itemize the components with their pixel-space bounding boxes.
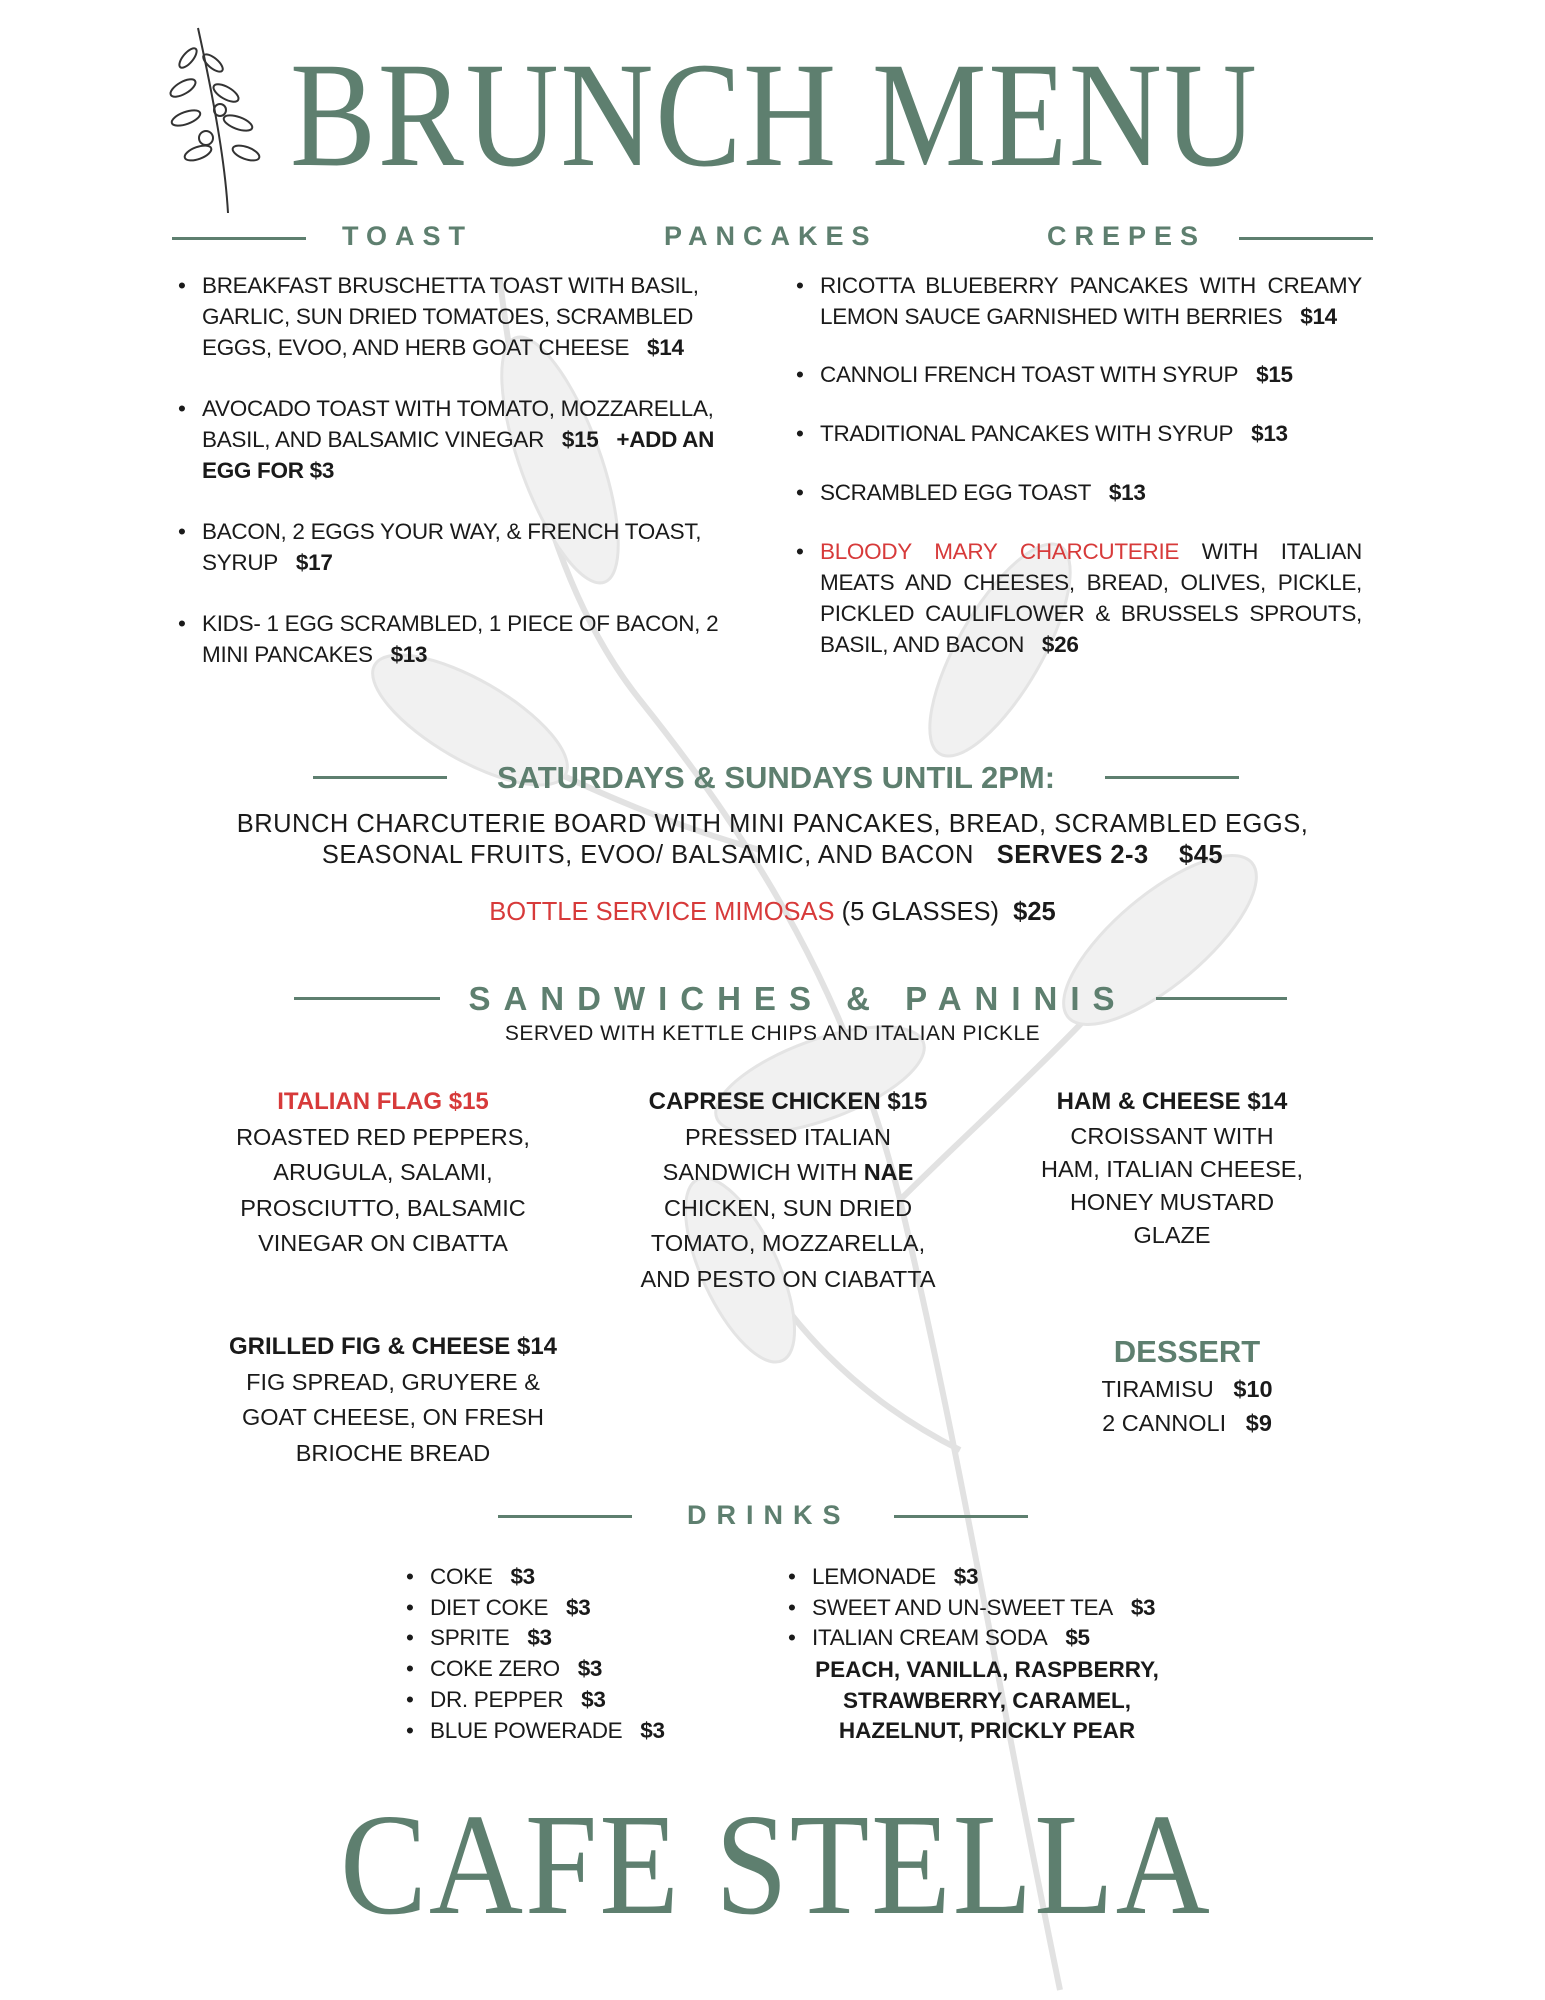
- sandwich-line: BRIOCHE BREAD: [295, 1439, 491, 1466]
- sandwich-line: HONEY MUSTARD: [1069, 1189, 1275, 1215]
- divider: [172, 237, 306, 240]
- sandwich-line: GOAT CHEESE, ON FRESH: [241, 1404, 545, 1430]
- sandwich-line: ROASTED RED PEPPERS,: [236, 1123, 530, 1150]
- drinks-heading: DRINKS: [687, 1500, 851, 1530]
- drink-item: • COKE ZERO $3: [402, 1654, 762, 1685]
- sandwich-line: CHICKEN, SUN DRIED: [663, 1194, 913, 1221]
- list-item: • BACON, 2 EGGS YOUR WAY, & FRENCH TOAST, SYRUP $17: [174, 516, 740, 578]
- dessert-item: 2 CANNOLI $9: [1102, 1410, 1272, 1436]
- sandwich-grilled-fig: [203, 1329, 583, 1471]
- section-crepes: CREPES: [1047, 221, 1207, 251]
- drink-item: • DR. PEPPER $3: [402, 1685, 762, 1716]
- dessert-heading: DESSERT: [1113, 1334, 1261, 1369]
- sandwich-line: FIG SPREAD, GRUYERE &: [246, 1368, 540, 1395]
- flavor-line: STRAWBERRY, CARAMEL,: [843, 1687, 1131, 1713]
- weekend-heading: SATURDAYS & SUNDAYS UNTIL 2PM:: [496, 760, 1056, 795]
- sandwiches-heading: SANDWICHES & PANINIS: [468, 980, 1128, 1017]
- sandwich-title: ITALIAN FLAG $15: [277, 1088, 489, 1115]
- sandwich-ham-cheese: [992, 1084, 1352, 1252]
- sandwich-line: AND PESTO ON CIABATTA: [640, 1265, 936, 1292]
- flavor-line: HAZELNUT, PRICKLY PEAR: [838, 1718, 1136, 1744]
- divider: [1156, 997, 1287, 1000]
- list-item: • CANNOLI FRENCH TOAST WITH SYRUP $15: [792, 359, 1362, 390]
- list-item: • BLOODY MARY CHARCUTERIE WITH ITALIAN MEATS AND CHEESES, BREAD, OLIVES, PICKLE, PICKLED CAULIFLOWER & BRUSSELS SPROUTS, BASIL, AND BACON $26: [792, 536, 1362, 660]
- sandwich-line: SANDWICH WITH NAE: [662, 1159, 914, 1185]
- list-item: • AVOCADO TOAST WITH TOMATO, MOZZARELLA, BASIL, AND BALSAMIC VINEGAR $15 +ADD AN EGG FOR $3: [174, 393, 740, 486]
- dessert-item: TIRAMISU $10: [1101, 1376, 1273, 1402]
- flavor-line: PEACH, VANILLA, RASPBERRY,: [815, 1657, 1159, 1682]
- board-line: SEASONAL FRUITS, EVOO/ BALSAMIC, AND BACON SERVES 2-3 $45: [321, 841, 1224, 869]
- list-item: • RICOTTA BLUEBERRY PANCAKES WITH CREAMY LEMON SAUCE GARNISHED WITH BERRIES $14: [792, 270, 1362, 332]
- divider: [1239, 237, 1373, 240]
- pancakes-crepes-list: [792, 270, 1362, 660]
- weekend-board: [0, 809, 1545, 871]
- sandwich-line: CROISSANT WITH: [1070, 1123, 1274, 1149]
- divider: [894, 1515, 1028, 1518]
- drink-item: • SWEET AND UN-SWEET TEA $3: [784, 1593, 1204, 1624]
- sandwich-title: CAPRESE CHICKEN $15: [648, 1088, 928, 1115]
- drink-item: • COKE $3: [402, 1562, 762, 1593]
- drink-item: • DIET COKE $3: [402, 1593, 762, 1624]
- drink-item: • LEMONADE $3: [784, 1562, 1204, 1593]
- drink-item: • ITALIAN CREAM SODA $5: [784, 1623, 1204, 1654]
- drinks-right-list: [784, 1562, 1204, 1654]
- olive-sprig-icon: [158, 18, 270, 218]
- board-line: BRUNCH CHARCUTERIE BOARD WITH MINI PANCAKES, BREAD, SCRAMBLED EGGS,: [236, 810, 1309, 838]
- list-item: • TRADITIONAL PANCAKES WITH SYRUP $13: [792, 418, 1362, 449]
- sandwich-line: ARUGULA, SALAMI,: [273, 1159, 493, 1185]
- cafe-brand: CAFE STELLA: [340, 1785, 1212, 1945]
- sandwich-title: HAM & CHEESE $14: [1056, 1088, 1288, 1115]
- drink-item: • SPRITE $3: [402, 1623, 762, 1654]
- list-item: • KIDS- 1 EGG SCRAMBLED, 1 PIECE OF BACON, 2 MINI PANCAKES $13: [174, 608, 740, 670]
- drinks-left-list: [402, 1562, 762, 1746]
- divider: [313, 776, 447, 779]
- sandwich-line: TOMATO, MOZZARELLA,: [650, 1230, 926, 1256]
- toast-list: [174, 270, 740, 670]
- sandwich-title: GRILLED FIG & CHEESE $14: [228, 1333, 558, 1360]
- menu-title: BRUNCH MENU: [290, 32, 1259, 198]
- section-pancakes: PANCAKES: [664, 221, 878, 251]
- divider: [498, 1515, 632, 1518]
- sandwich-line: PROSCIUTTO, BALSAMIC: [240, 1194, 526, 1221]
- cream-soda-flavors: [787, 1655, 1187, 1747]
- list-item: • BREAKFAST BRUSCHETTA TOAST WITH BASIL, GARLIC, SUN DRIED TOMATOES, SCRAMBLED EGGS, EVOO, AND HERB GOAT CHEESE $14: [174, 270, 740, 363]
- section-toast: TOAST: [342, 221, 474, 251]
- sandwiches-subtitle: SERVED WITH KETTLE CHIPS AND ITALIAN PICKLE: [504, 1022, 1041, 1045]
- sandwich-line: HAM, ITALIAN CHEESE,: [1040, 1156, 1304, 1182]
- divider: [1105, 776, 1239, 779]
- sandwich-caprese-chicken: [598, 1084, 978, 1297]
- sandwich-italian-flag: [203, 1084, 563, 1262]
- mimosa-line: BOTTLE SERVICE MIMOSAS (5 GLASSES) $25: [489, 898, 1056, 926]
- sandwich-line: GLAZE: [1133, 1222, 1211, 1248]
- sandwich-line: VINEGAR ON CIBATTA: [258, 1230, 508, 1256]
- drink-item: • BLUE POWERADE $3: [402, 1716, 762, 1747]
- divider: [294, 997, 440, 1000]
- dessert-section: [1037, 1332, 1337, 1440]
- list-item: • SCRAMBLED EGG TOAST $13: [792, 477, 1362, 508]
- sandwich-line: PRESSED ITALIAN: [685, 1123, 891, 1150]
